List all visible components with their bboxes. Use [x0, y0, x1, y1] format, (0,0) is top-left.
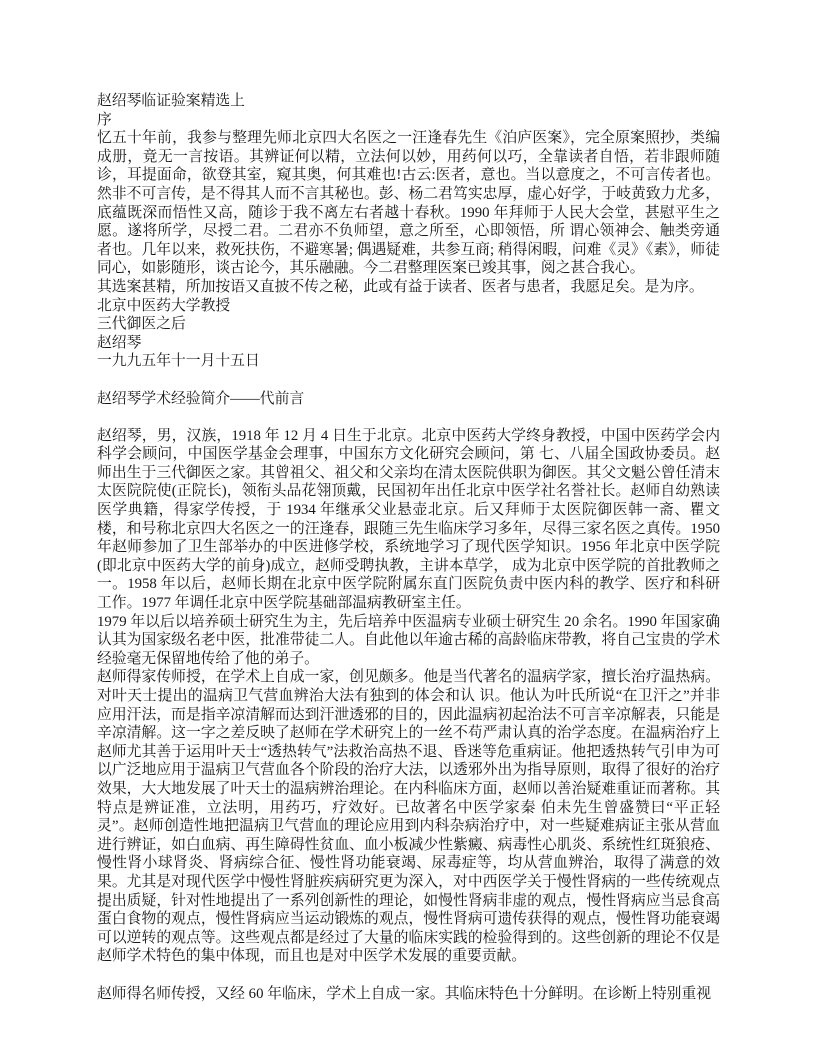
signature-lineage: 三代御医之后: [97, 316, 186, 333]
signature-name: 赵绍琴: [97, 334, 142, 351]
introduction-heading: 赵绍琴学术经验简介——代前言: [97, 390, 305, 407]
preface-closing-paragraph: 其选案甚精，所加按语又直披不传之秘，此或有益于读者、医者与患者，我愿足矣。是为序。: [97, 278, 704, 295]
book-title: 赵绍琴临证验案精选上: [97, 93, 245, 109]
blank-line: [97, 371, 720, 390]
introduction-paragraph-clinical: 赵师得名师传授，又经 60 年临床，学术上自成一家。其临床特色十分鲜明。在诊断上特别重视: [97, 985, 712, 1002]
blank-line: [97, 408, 720, 427]
introduction-paragraph-students: 1979 年以后以培养硕士研究生为主，先后培养中医温病专业硕士研究生 20 余名。1990 年国家确认其为国家级名老中医，批准带徒二人。自此他以年逾古稀的高龄临床带教，将自己宝贵的学术经验毫无保留地传给了他的弟子。: [97, 613, 720, 667]
introduction-paragraph-biography: 赵绍琴，男，汉族，1918 年 12 月 4 日生于北京。北京中医药大学终身教授，中国中医药学会内科学会顾问，中国医学基金会理事，中国东方文化研究会顾问，第 七、八届全国政协委员。赵师出生于三代御医之家。其曾祖父、祖父和父亲均在清太医院供职为御医。其父文魁公曾任清末太医院院使(正院长)，领衔头品花翎顶戴，民国初年出任北京中医学社名誉社长。赵师自幼熟读医学典籍，得家学传授，于 1934 年继承父业悬壶北京。后又拜师于太医院御医韩一斋、瞿文楼，和号称北京四大名医之一的汪逢春，跟随三先生临床学习多年，尽得三家名医之真传。1950 年赵师参加了卫生部举办的中医进修学校，系统地学习了现代医学知识。1956 年北京中医学院(即北京中医药大学的前身)成立，赵师受聘执教，主讲本草学， 成为北京中医学院的首批教师之一。1958 年以后，赵师长期在北京中医学院附属东直门医院负责中医内科的教学、医疗和科研工作。1977 年调任北京中医学院基础部温病教研室主任。: [97, 427, 720, 612]
introduction-paragraph-academic: 赵师得家传师授，在学术上自成一家，创见颇多。他是当代著名的温病学家，擅长治疗温热病。对叶天士提出的温病卫气营血辨治大法有独到的体会和认 识。他认为叶氏所说“在卫汗之”并非应用汗法，而是指辛凉清解而达到汗泄透邪的目的，因此温病初起治法不可言辛凉解表，只能是辛凉清解。这一字之差反映了赵师在学术研究上的一丝不苟严肃认真的治学态度。在温病治疗上赵师尤其善于运用叶天士“透热转气”法救治高热不退、昏迷等危重病证。他把透热转气引申为可以广泛地应用于温病卫气营血各个阶段的治疗大法，以透邪外出为指导原则，取得了很好的治疗效果，大大地发展了叶天士的温病辨治理论。在内科临床方面，赵师以善治疑难重证而著称。其特点是辨证准，立法明，用药巧，疗效好。已故著名中医学家秦 伯未先生曾盛赞曰“平正轻灵”。赵师创造性地把温病卫气营血的理论应用到内科杂病治疗中，对一些疑难病证主张从营血进行辨证，如白血病、再生障碍性贫血、血小板减少性紫癜、病毒性心肌炎、系统性红斑狼疮、慢性肾小球肾炎、肾病综合征、慢性肾功能衰竭、尿毒症等，均从营血辨治，取得了满意的效果。尤其是对现代医学中慢性肾脏疾病研究更为深入，对中西医学关于慢性肾病的一些传统观点提出质疑，针对性地提出了一系列创新性的理论，如慢性肾病非虚的观点，慢性肾病应当忌食高蛋白食物的观点，慢性肾病应当运动锻炼的观点，慢性肾病可遗传获得的观点，慢性肾功能衰竭可以逆转的观点等。这些观点都是经过了大量的临床实践的检验得到的。这些创新的理论不仅是赵师学术特色的集中体现，而且也是对中医学术发展的重要贡献。: [97, 669, 720, 965]
preface-heading: 序: [97, 111, 112, 128]
preface-body-paragraph: 忆五十年前，我参与整理先师北京四大名医之一汪逢春先生《泊庐医案》，完全原案照抄，类编成册，竟无一言按语。其辨证何以精，立法何以妙，用药何以巧，全靠读者自悟，若非跟师随诊，耳提面命，欲登其室，窥其奥，何其难也!古云:医者，意也。当以意度之，不可言传者也。然非不可言传，是不得其人而不言其秘也。彭、杨二君笃实忠厚，虚心好学，于岐黄致力尤多，底蕴既深而悟性又高，随诊于我不离左右者越十春秋。1990 年拜师于人民大会堂，甚慰平生之愿。遂将所学，尽授二君。二君亦不负师望，意之所至，心即领悟，所 谓心领神会、触类旁通者也。几年以来，救死扶伤，不避寒暑; 偶遇疑难，共参互商; 稍得闲暇，问难《灵》《素》，师徒同心，如影随形，谈古论今，其乐融融。今二君整理医案已竣其事，阅之甚合我心。: [97, 130, 720, 277]
blank-line: [97, 966, 720, 985]
signature-affiliation: 北京中医药大学教授: [97, 297, 231, 314]
signature-date: 一九九五年十一月十五日: [97, 353, 260, 370]
